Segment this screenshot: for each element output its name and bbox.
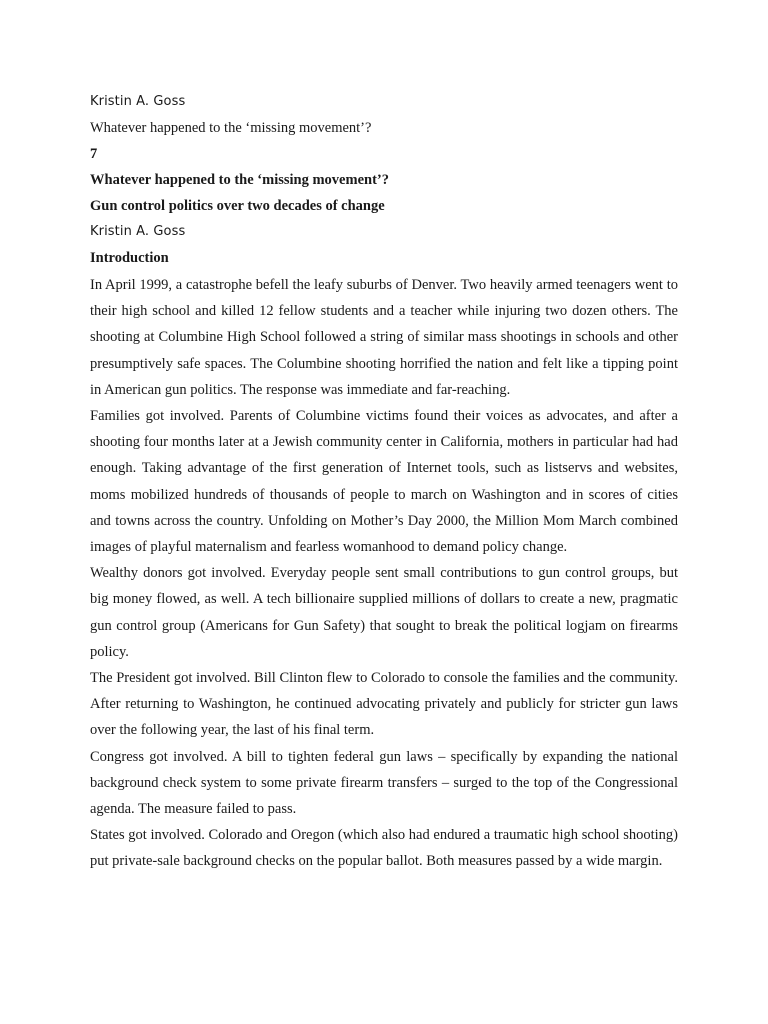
chapter-author: Kristin A. Goss [90, 224, 186, 239]
document-page [90, 92, 678, 875]
paragraph: The President got involved. Bill Clinton flew to Colorado to console the families and the community. After returning to Washington, he continued advocating privately and publicly for stricter gun laws over the following year, the last of his final term. [90, 670, 678, 739]
paragraph: Congress got involved. A bill to tighten federal gun laws – specifically by expanding the national background check system to some private firearm transfers – surged to the top of the Congressional agenda. The measure failed to pass. [90, 748, 678, 818]
paragraph: Wealthy donors got involved. Everyday people sent small contributions to gun control groups, but big money flowed, as well. A tech billionaire supplied millions of dollars to create a new, pragmatic gun control group (Americans for Gun Safety) that sought to break the political logjam on firearms policy. [90, 565, 678, 660]
running-author: Kristin A. Goss [90, 94, 186, 109]
paragraph: In April 1999, a catastrophe befell the leafy suburbs of Denver. Two heavily armed teenagers went to their high school and killed 12 fellow students and a teacher while injuring two dozen others. The shooting at Columbine High School followed a string of similar mass shootings in schools and other presumptively safe spaces. The Columbine shooting horrified the nation and felt like a tipping point in American gun politics. The response was immediate and far-reaching. [90, 277, 678, 398]
chapter-subtitle: Gun control politics over two decades of change [90, 198, 385, 214]
chapter-title: Whatever happened to the ‘missing movement’? [90, 172, 389, 188]
section-heading: Introduction [90, 250, 169, 266]
running-title: Whatever happened to the ‘missing movement’? [90, 120, 372, 136]
paragraph: Families got involved. Parents of Columbine victims found their voices as advocates, and after a shooting four months later at a Jewish community center in California, mothers in particular had had enough. Taking advantage of the first generation of Internet tools, such as listservs and websites, moms mobilized hundreds of thousands of people to march on Washington and in scores of cities and towns across the country. Unfolding on Mother’s Day 2000, the Million Mom March combined images of playful maternalism and fearless womanhood to demand policy change. [90, 408, 678, 556]
paragraph: States got involved. Colorado and Oregon (which also had endured a traumatic high school shooting) put private-sale background checks on the popular ballot. Both measures passed by a wide margin. [90, 827, 678, 870]
chapter-number: 7 [90, 146, 98, 162]
